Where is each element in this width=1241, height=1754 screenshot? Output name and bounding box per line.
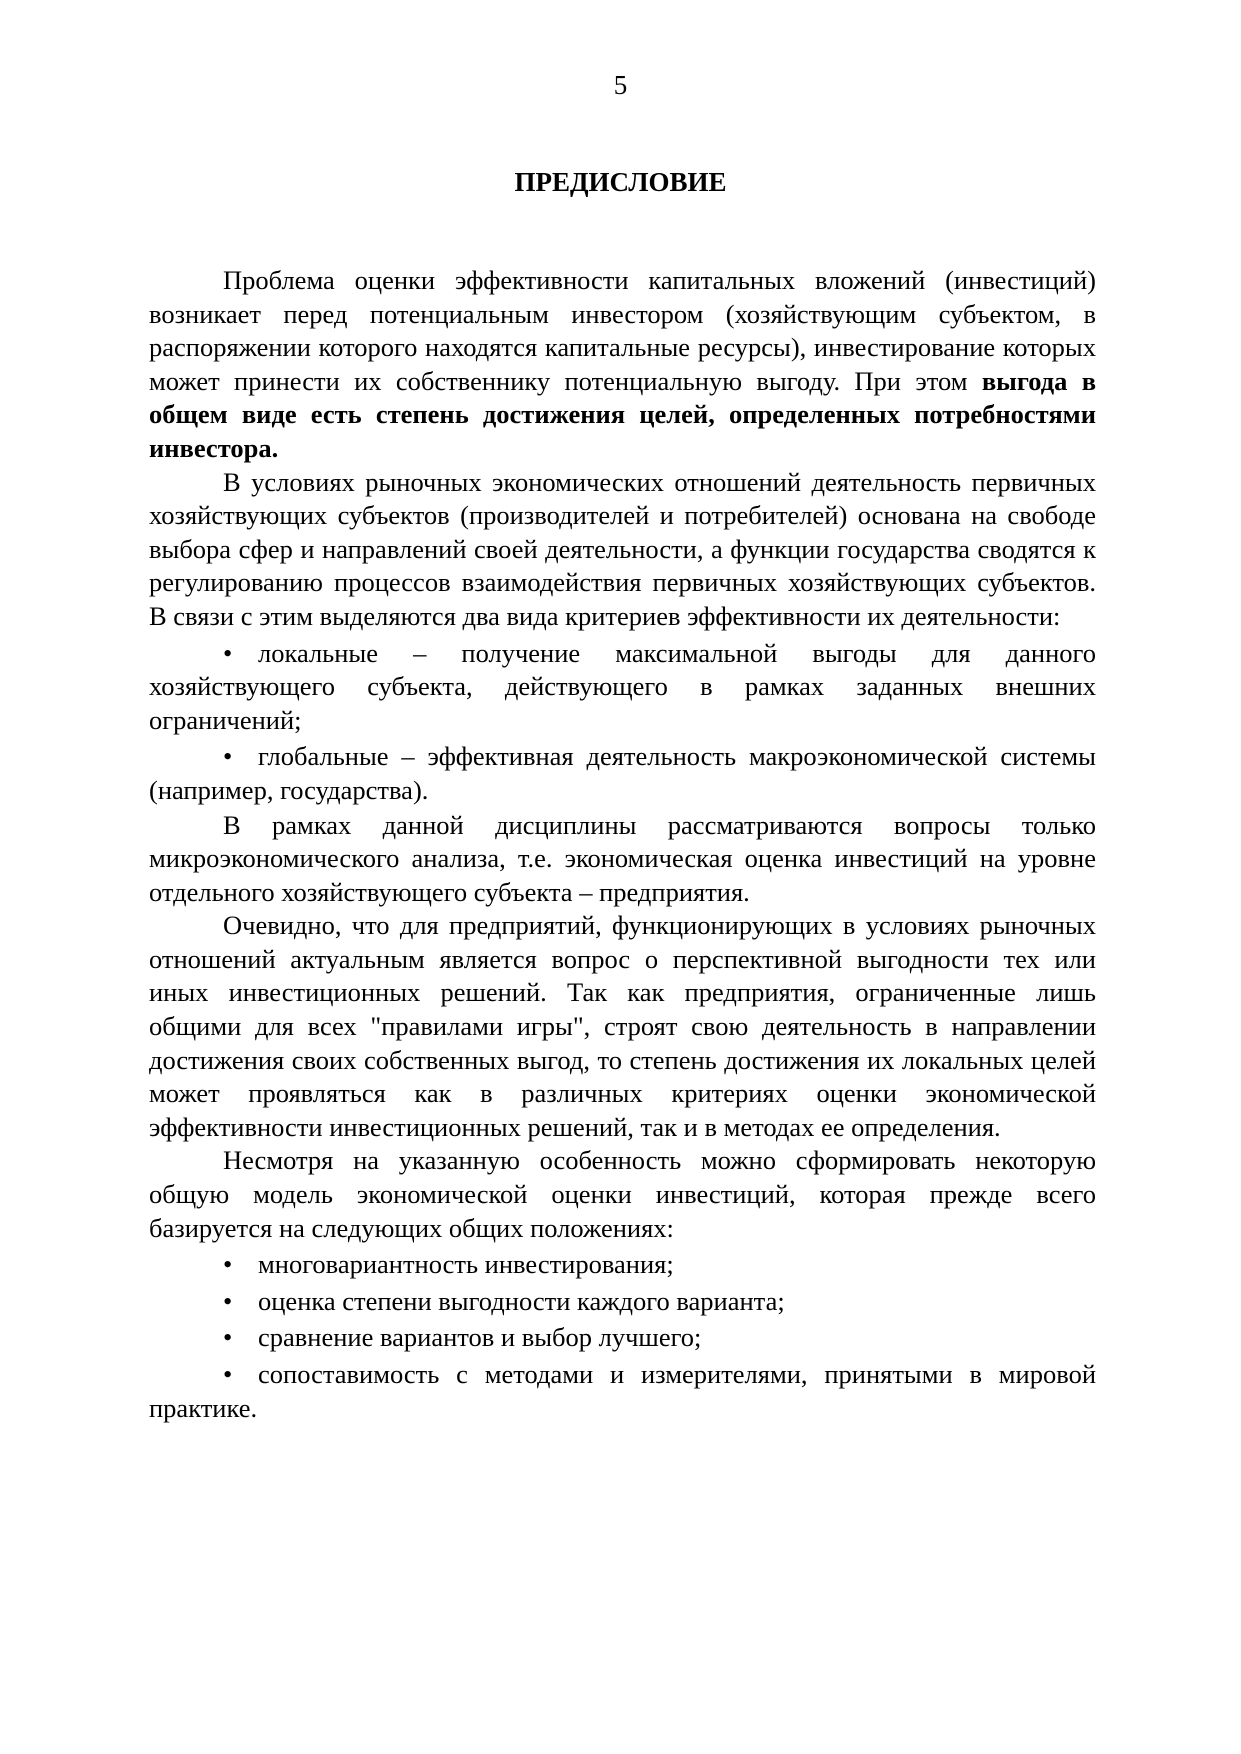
list-item-text: оценка степени выгодности каждого варианта; <box>258 1285 785 1316</box>
bullet-icon: • <box>223 637 233 668</box>
bullet-icon: • <box>223 1322 233 1353</box>
page-title: ПРЕДИСЛОВИЕ <box>514 167 727 197</box>
list-item-text: локальные – получение максимальной выгоды для данного хозяйствующего субъекта, действующего в рамках заданных внешних ограничений; <box>149 637 1096 735</box>
list-item <box>149 1321 1096 1355</box>
page-number: 5 <box>613 70 628 100</box>
bullet-icon: • <box>223 1285 233 1316</box>
list-item-text: многовариантность инвестирования; <box>258 1249 674 1280</box>
list-item <box>149 740 1096 807</box>
bullet-icon: • <box>223 1359 233 1389</box>
paragraph-enterprises: Очевидно, что для предприятий, функционирующих в условиях рыночных отношений актуальным является вопрос о перспективной выгодности тех или иных инвестиционных решений. Так как предприятия, ограниченные лишь общими для всех "правилами игры", строят свою деятельность в направлении достижения своих собственных выгод, то степень достижения их локальных целей может проявляться как в различных критериях оценки экономической эффективности инвестиционных решений, так и в методах ее определения. <box>149 910 1096 1142</box>
list-item-text: сопоставимость с методами и измерителями, принятыми в мировой практике. <box>149 1359 1096 1423</box>
list-item <box>149 637 1096 738</box>
list-item <box>149 1285 1096 1319</box>
principles-list <box>149 1248 1096 1425</box>
list-item-text: глобальные – эффективная деятельность макроэкономической системы (например, государства). <box>149 741 1096 805</box>
list-item <box>149 1248 1096 1282</box>
paragraph-intro <box>149 264 1096 466</box>
criteria-list <box>149 637 1096 808</box>
paragraph-intro-text: Проблема оценки эффективности капитальных вложений (инвестиций) возникает перед потенциальным инвестором (хозяйствующим субъектом, в распоряжении которого находятся капитальные ресурсы), инвестирование которых может принести их собственнику потенциальную выгоду. При этом <box>149 265 1096 396</box>
list-item <box>149 1358 1096 1425</box>
paragraph-general-model: Несмотря на указанную особенность можно сформировать некоторую общую модель экономической оценки инвестиций, которая прежде всего базируется на следующих общих положениях: <box>149 1145 1096 1243</box>
paragraph-intro-bold-text: выгода в общем виде есть степень достижения целей, определенных потребностями инвестора. <box>149 365 1097 463</box>
document-body <box>149 264 1096 1426</box>
list-item-text: сравнение вариантов и выбор лучшего; <box>258 1322 702 1353</box>
bullet-icon: • <box>223 741 233 772</box>
bullet-icon: • <box>223 1249 233 1280</box>
paragraph-market-conditions: В условиях рыночных экономических отношений деятельность первичных хозяйствующих субъектов (производителей и потребителей) основана на свободе выбора сфер и направлений своей деятельности, а функции государства сводятся к регулированию процессов взаимодействия первичных хозяйствующих субъектов. В связи с этим выделяются два вида критериев эффективности их деятельности: <box>149 466 1096 631</box>
paragraph-discipline-scope: В рамках данной дисциплины рассматриваются вопросы только микроэкономического анализа, т.е. экономическая оценка инвестиций на уровне отдельного хозяйствующего субъекта – предприятия. <box>149 809 1096 907</box>
